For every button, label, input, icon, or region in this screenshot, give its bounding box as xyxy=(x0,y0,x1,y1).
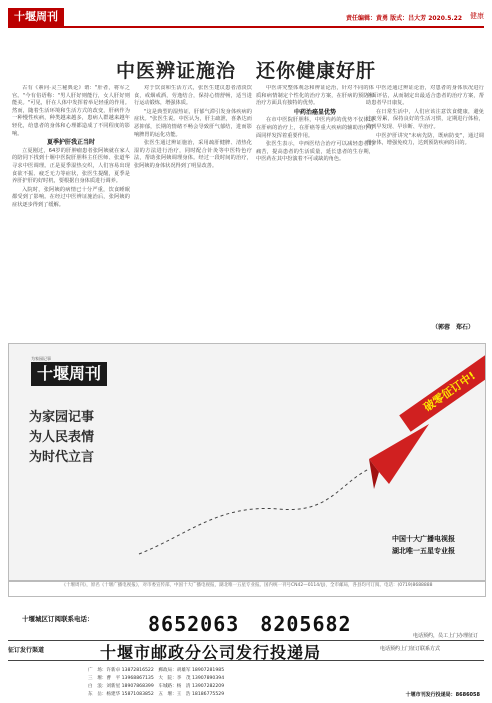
editor-line: 责任编辑：黄勇 版式：吕大芳 2020.5.22 xyxy=(346,15,462,22)
paragraph: "这是典型的湿热证，肝郁气滞引发身体疾病的症状。"张医生说。中医认为，肝主疏泄，喜条达而恶抑郁，长期的情绪不畅会导致肝气郁结，进而影响脾胃的运化功能。 xyxy=(134,108,252,138)
hotline-section xyxy=(8,610,484,640)
list-item: 广 场：许新卓 13872816522 郵政局：胡雄军 18907281985 xyxy=(88,668,225,673)
paragraph: 入院时，张阿姨的病情已十分严重，饮食睡眠都受到了影响。在经过中医辨证施治后，张阿姨的症状逐步得到了缓解。 xyxy=(12,186,130,208)
outlet-list xyxy=(8,660,484,701)
hotline-label: 十堰城区订阅联系电话： xyxy=(22,615,94,623)
publication-info: 《十堰周刊》，原名《十堰广播电视报》，对市委宣传部，中国十大广播电视报，湖北唯一五星专业报。国内统一刊号CN42—0114/(J)，全市邮局，各县均可订阅。电话：(0719)8688888 xyxy=(8,581,486,597)
hotline-numbers[interactable]: 8652063 8205682 xyxy=(148,612,352,636)
header-bar xyxy=(8,8,484,28)
article-column-3 xyxy=(256,85,374,333)
post-office-title: 十堰市邮政分公司发行投递局 xyxy=(100,643,322,662)
ad-logo: 十堰周刊 xyxy=(31,362,107,386)
paragraph: 立夏刚过，64岁的肝肿瘤患者张阿姨就在家人的陪同下找到十堰中医院肝胆科主任医师、张道华寻求中医调理。正是夏季湿热交织，人们容易出现食欲不振、疲乏无力等症状，张医生提醒，夏季是养肝护肝的好时机，要根据自身体质进行调养。 xyxy=(12,147,130,185)
list-item: 白 浪：刘新星 18907868399 车城路：杨 清 13907282209 xyxy=(88,684,225,689)
slogan-3: 为时代立言 xyxy=(29,450,95,465)
paragraph: 在市中医院肝胆科，中医内药的优势不仅体现在肝病的治疗上，在肝癌等重大疾病的辅助治疗方面同样发挥着重要作用。 xyxy=(256,117,374,139)
paragraph: 张医生表示，中西医结合治疗可以减轻患者的痛苦，提高患者的生活质量，延长患者的生存期，中医药在其中扮演着不可或缺的角色。 xyxy=(256,141,374,163)
article-column-1 xyxy=(12,85,130,333)
slogan-1: 为家园记事 xyxy=(29,410,95,425)
logo-tagline: 为家园记事 xyxy=(31,356,51,361)
masthead: 十堰周刊 xyxy=(8,8,64,26)
paragraph: 在日常生活中，人们应该注意饮食健康，避免过度劳累，保持良好的生活习惯，定期进行体检，做到早发现、早诊断、早治疗。 xyxy=(366,108,484,130)
article-headline: 中医辨证施治 还你健康好肝 xyxy=(115,60,376,82)
paragraph: 中医讲究整体观念和辨证论治，针对不同的体质和病情制定个性化的治疗方案，在肝病的预防和治疗方面具有独特的优势。 xyxy=(256,85,374,107)
byline: （郭蓉 郑石） xyxy=(432,324,475,331)
article-column-2 xyxy=(134,85,252,333)
paragraph: 对于饮食和生活方式，张医生建议患者清淡饮食，戒烟戒酒，劳逸结合，保持心情舒畅，适当进行运动锻炼，增强体质。 xyxy=(134,85,252,107)
paragraph: 中医护肝讲究"未病先防，既病防变"，通过调理身体，增强免疫力，达到预防疾病的目的。 xyxy=(366,132,484,147)
subheading: 中药治癌显优势 xyxy=(293,108,336,116)
paragraph: 古有《素问·灵兰秘典论》谓："肝者，将军之官。"今有俗语称："男人肝好则能行，女人肝好则能美。"可见，肝在人体中发挥着举足轻重的作用。然而，随着生活环境和生活方式的改变，肝病作为一种慢性疾病，种类越来越多，患病人群越来越年轻化，给患者的身体和心理都造成了不同程度的影响。 xyxy=(12,85,130,137)
paper-plane-illustration xyxy=(129,414,429,564)
paragraph: 中医还通过辨证论治，对患者的身体状况进行全面评估，从而制定出最适合患者的治疗方案，帮助患者早日康复。 xyxy=(366,85,484,107)
list-item: 三 堰：曹 平 13968867135 大 院：李 茂 13907890394 xyxy=(88,676,225,681)
list-item: 东 岳：杨建华 15871083852 五 堰：王 浩 18186775529 xyxy=(88,692,225,697)
ad-caption-1: 中国十大广播电视报 xyxy=(392,535,455,543)
distribution-label: 征订发行渠道 xyxy=(8,647,45,654)
section-tag: 健康 xyxy=(470,12,484,20)
subscription-ad[interactable] xyxy=(8,343,486,581)
hotline-note: 电话预约，员工上门办理征订 xyxy=(412,633,478,639)
subheading: 夏季护肝我正当时 xyxy=(46,139,95,147)
subscribe-ribbon: 破零征订中! xyxy=(399,352,486,431)
article-column-4 xyxy=(366,85,484,333)
paragraph: 张医生通过辨证施治，采用疏肝健脾、清热化湿的方法进行治疗，同时配合针灸等中医特色疗法，帮助张阿姨调理身体。经过一段时间的治疗，张阿姨的身体状况得到了明显改善。 xyxy=(134,140,252,169)
slogan-2: 为人民表情 xyxy=(29,430,95,445)
tel-badge: 十堰市刊发行投递局：8686058 xyxy=(405,692,480,698)
contact-label: 电话预约上门征订联系方式 xyxy=(380,646,441,652)
ad-caption-2: 湖北唯一五星专业报 xyxy=(392,547,455,555)
